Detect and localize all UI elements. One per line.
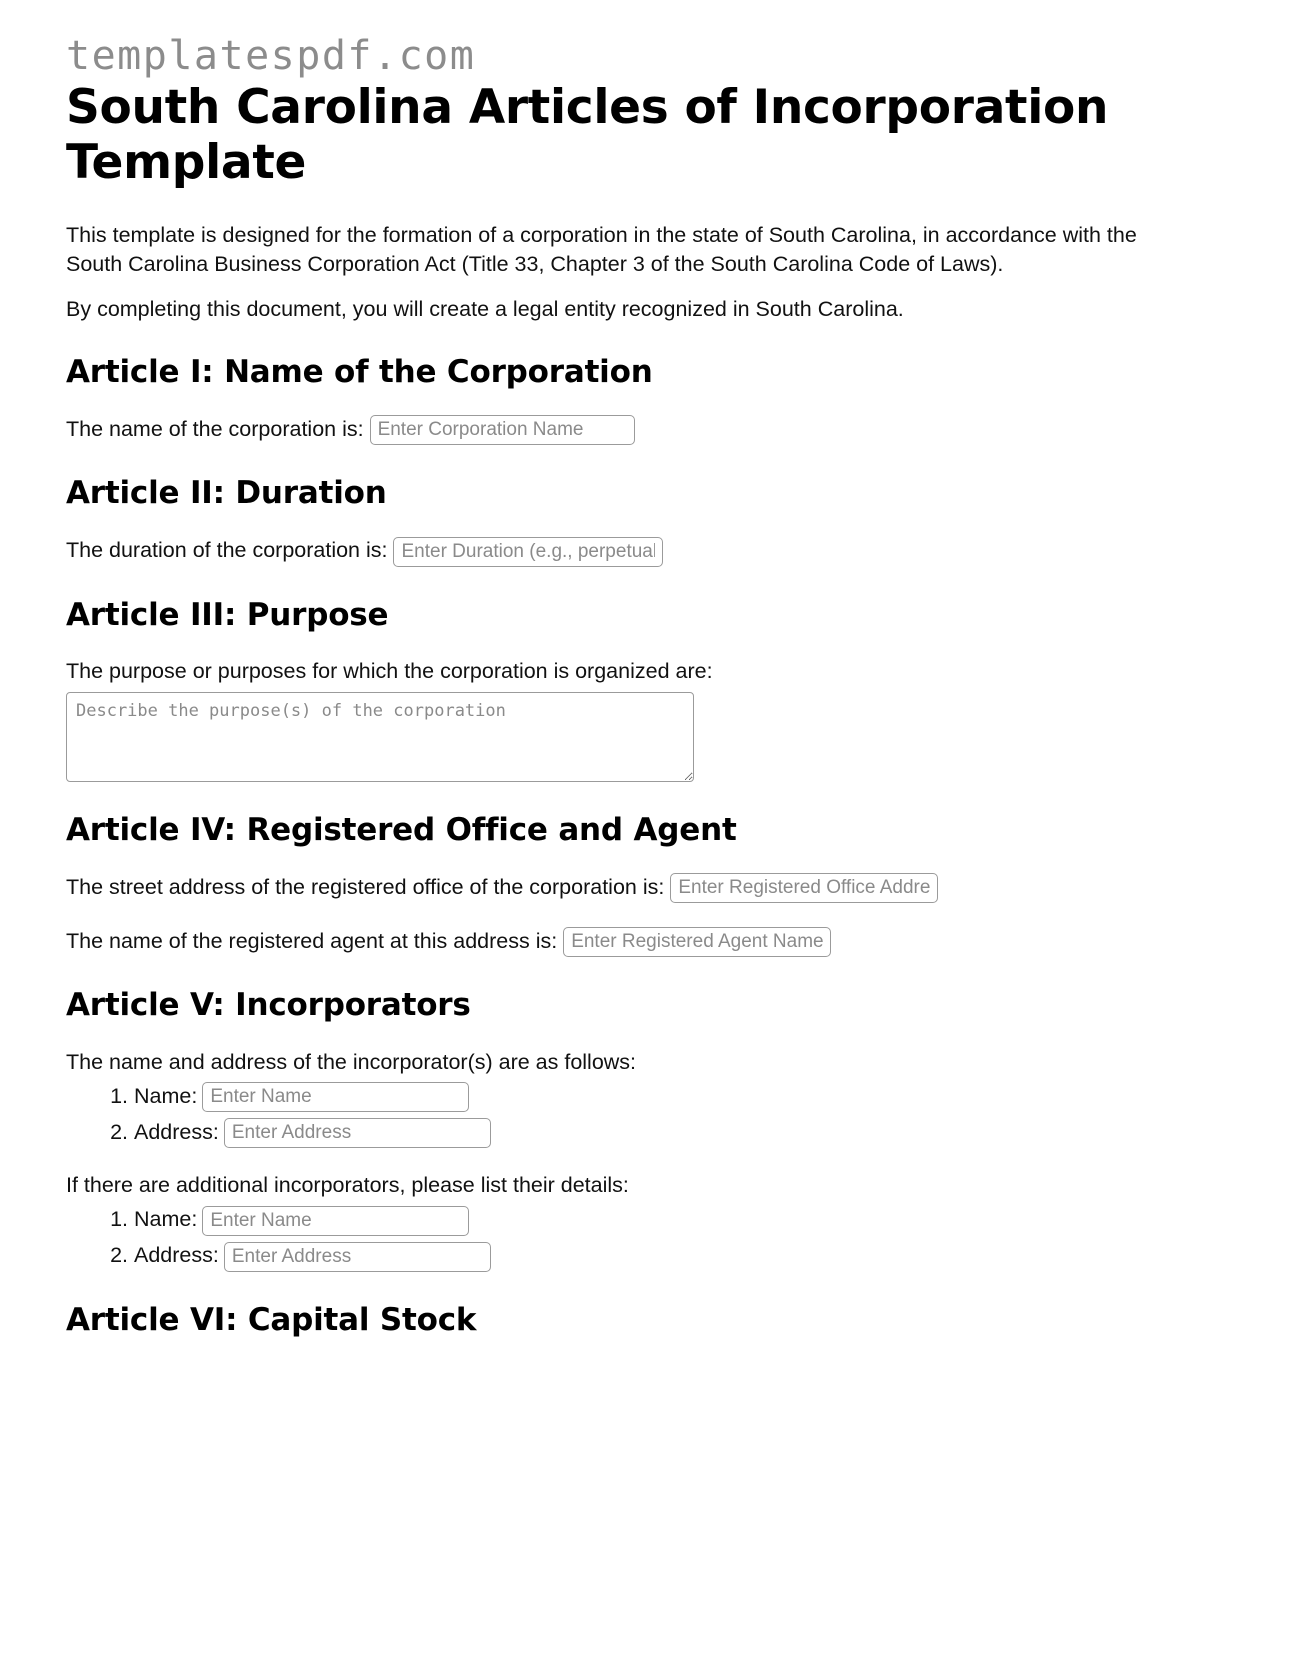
intro-paragraph-2: By completing this document, you will create a legal entity recognized in South Carolina. [66, 297, 904, 322]
page-title: South Carolina Articles of Incorporation Template [66, 80, 1109, 191]
article-5-intro: The name and address of the incorporator(s) are as follows: [66, 1049, 637, 1074]
article-1-label: The name of the corporation is: [66, 416, 364, 441]
additional-incorporator-address-input[interactable] [224, 1242, 491, 1272]
incorporator-address-input[interactable] [224, 1118, 491, 1148]
incorporator-additional-list [66, 1206, 1143, 1272]
article-1-field-line [66, 415, 1143, 445]
incorporator-name-label: Name: [134, 1083, 198, 1108]
registered-office-label: The street address of the registered office of the corporation is: [66, 874, 665, 899]
article-5-heading: Article V: Incorporators [66, 987, 471, 1024]
article-3-label: The purpose or purposes for which the corporation is organized are: [66, 658, 713, 683]
incorporator-primary-list [66, 1082, 1143, 1148]
duration-input[interactable] [393, 537, 663, 567]
incorporator-address-label: Address: [134, 1119, 219, 1144]
registered-office-input[interactable] [670, 873, 938, 903]
intro-section [66, 221, 1143, 324]
list-item [134, 1206, 1143, 1236]
article-2-heading: Article II: Duration [66, 475, 387, 512]
list-item [134, 1118, 1143, 1148]
incorporator-name-input[interactable] [202, 1082, 469, 1112]
purpose-textarea[interactable] [66, 692, 694, 782]
article-3-heading: Article III: Purpose [66, 596, 389, 633]
article-2-label: The duration of the corporation is: [66, 538, 388, 563]
additional-incorporator-name-input[interactable] [202, 1206, 469, 1236]
intro-paragraph-1: This template is designed for the formation of a corporation in the state of South Carolina, in accordance with the South Carolina Business Corporation Act (Title 33, Chapter 3 of the South Carolina Code of Laws). [66, 222, 1137, 276]
list-item [134, 1242, 1143, 1272]
corporation-name-input[interactable] [370, 415, 635, 445]
site-watermark: templatespdf.com [66, 33, 476, 79]
additional-incorporator-address-label: Address: [134, 1243, 219, 1268]
article-1-heading: Article I: Name of the Corporation [66, 353, 653, 390]
additional-incorporator-name-label: Name: [134, 1207, 198, 1232]
article-6-heading: Article VI: Capital Stock [66, 1301, 477, 1338]
registered-agent-input[interactable] [563, 927, 831, 957]
article-4-heading: Article IV: Registered Office and Agent [66, 811, 737, 848]
registered-agent-label: The name of the registered agent at this address is: [66, 929, 558, 954]
article-4-agent-line [66, 927, 1143, 957]
article-2-field-line [66, 536, 1143, 566]
article-4-office-line [66, 873, 1143, 903]
list-item [134, 1082, 1143, 1112]
article-5-additional-intro: If there are additional incorporators, please list their details: [66, 1173, 629, 1198]
